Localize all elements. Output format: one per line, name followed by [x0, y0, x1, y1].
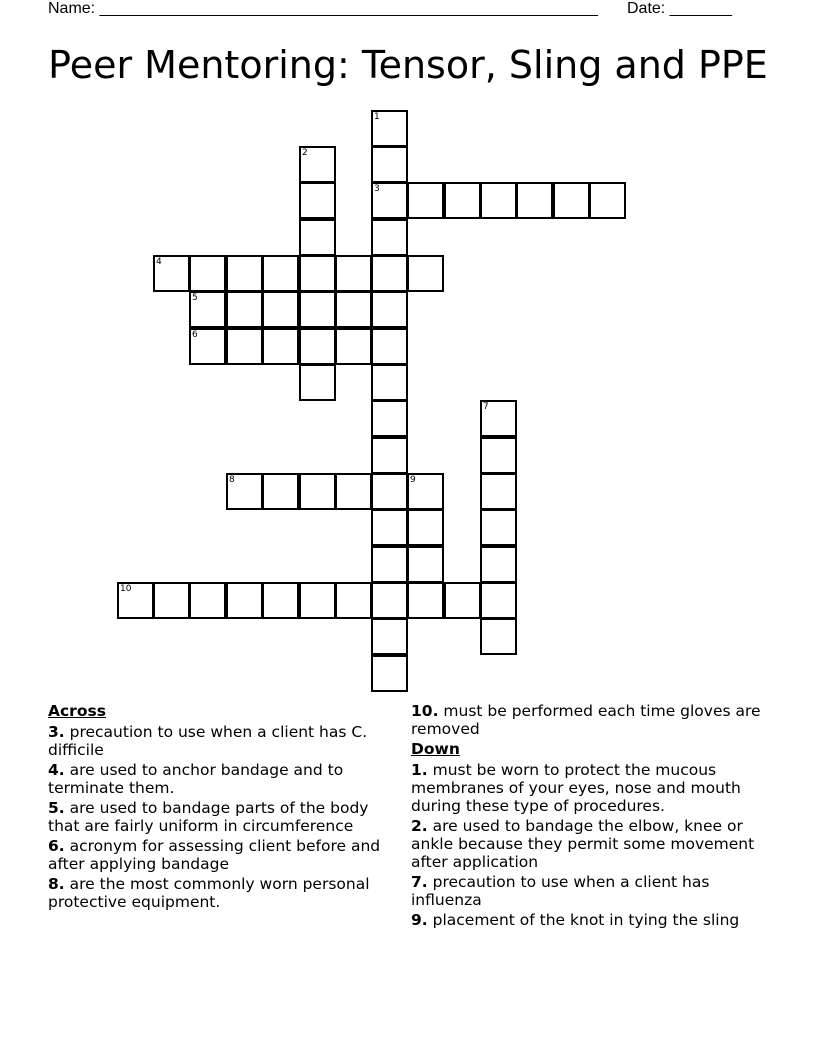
- clue-number: 4: [156, 257, 162, 267]
- crossword-cell[interactable]: [371, 546, 408, 583]
- date-field[interactable]: Date: _______: [627, 0, 732, 17]
- clue-text: must be performed each time gloves are removed: [411, 702, 761, 738]
- crossword-cell[interactable]: [480, 400, 517, 437]
- crossword-cell[interactable]: [371, 364, 408, 401]
- crossword-cell[interactable]: [371, 255, 408, 292]
- down-clue: [411, 817, 771, 871]
- crossword-cell[interactable]: [335, 328, 372, 365]
- crossword-cell[interactable]: [299, 473, 336, 510]
- crossword-cell[interactable]: [371, 328, 408, 365]
- crossword-cell[interactable]: [153, 255, 190, 292]
- across-heading: Across: [48, 702, 106, 720]
- clue-number: 3.: [48, 723, 65, 741]
- crossword-cell[interactable]: [335, 291, 372, 328]
- crossword-cell[interactable]: [371, 110, 408, 147]
- clue-text: acronym for assessing client before and after applying bandage: [48, 837, 381, 873]
- crossword-cell[interactable]: [407, 582, 444, 619]
- crossword-cell[interactable]: [299, 364, 336, 401]
- clue-text: precaution to use when a client has influenza: [411, 873, 710, 909]
- puzzle-title: Peer Mentoring: Tensor, Sling and PPE: [48, 43, 768, 87]
- clue-text: are used to bandage parts of the body that are fairly uniform in circumference: [48, 799, 369, 835]
- crossword-cell[interactable]: [371, 400, 408, 437]
- crossword-cell[interactable]: [189, 255, 226, 292]
- clue-number: 10: [120, 584, 132, 594]
- crossword-cell[interactable]: [407, 546, 444, 583]
- crossword-cell[interactable]: [226, 291, 263, 328]
- crossword-cell[interactable]: [262, 255, 299, 292]
- clue-number: 1: [374, 112, 380, 122]
- crossword-cell[interactable]: [444, 182, 481, 219]
- crossword-cell[interactable]: [189, 291, 226, 328]
- crossword-cell[interactable]: [335, 255, 372, 292]
- clue-number: 9: [410, 475, 416, 485]
- clue-number: 6: [192, 330, 198, 340]
- clue-number: 6.: [48, 837, 65, 855]
- crossword-cell[interactable]: [262, 328, 299, 365]
- crossword-cell[interactable]: [189, 582, 226, 619]
- clue-number: 3: [374, 184, 380, 194]
- crossword-cell[interactable]: [371, 219, 408, 256]
- clue-number: 2.: [411, 817, 428, 835]
- crossword-cell[interactable]: [299, 182, 336, 219]
- clue-number: 9.: [411, 911, 428, 929]
- clue-number: 10.: [411, 702, 439, 720]
- across-clue: [48, 723, 398, 759]
- clue-text: are used to bandage the elbow, knee or ankle because they permit some movement after application: [411, 817, 755, 871]
- across-clue: [48, 799, 398, 835]
- down-heading: Down: [411, 740, 460, 758]
- clue-number: 5: [192, 293, 198, 303]
- across-clue: [48, 875, 398, 911]
- crossword-cell[interactable]: [407, 473, 444, 510]
- crossword-cell[interactable]: [226, 473, 263, 510]
- clue-text: are used to anchor bandage and to terminate them.: [48, 761, 344, 797]
- down-clue: [411, 873, 771, 909]
- clue-number: 8: [229, 475, 235, 485]
- name-field[interactable]: Name: ________________________________________________________: [48, 0, 598, 17]
- across-clue: [411, 702, 771, 738]
- crossword-cell[interactable]: [480, 473, 517, 510]
- crossword-cell[interactable]: [480, 546, 517, 583]
- clue-text: must be worn to protect the mucous membranes of your eyes, nose and mouth during these type of procedures.: [411, 761, 741, 815]
- crossword-cell[interactable]: [371, 509, 408, 546]
- crossword-cell[interactable]: [262, 582, 299, 619]
- crossword-cell[interactable]: [371, 473, 408, 510]
- clue-text: are the most commonly worn personal protective equipment.: [48, 875, 370, 911]
- crossword-cell[interactable]: [371, 146, 408, 183]
- crossword-cell[interactable]: [371, 618, 408, 655]
- clue-number: 1.: [411, 761, 428, 779]
- crossword-cell[interactable]: [407, 509, 444, 546]
- crossword-cell[interactable]: [371, 582, 408, 619]
- crossword-cell[interactable]: [480, 618, 517, 655]
- crossword-cell[interactable]: [371, 655, 408, 692]
- clues-right-column: [411, 702, 771, 931]
- clues-left-column: [48, 702, 398, 913]
- down-clue: [411, 911, 771, 929]
- crossword-cell[interactable]: [153, 582, 190, 619]
- crossword-cell[interactable]: [299, 255, 336, 292]
- crossword-cell[interactable]: [371, 437, 408, 474]
- crossword-cell[interactable]: [480, 582, 517, 619]
- crossword-cell[interactable]: [553, 182, 590, 219]
- clue-number: 7: [483, 402, 489, 412]
- clue-number: 4.: [48, 761, 65, 779]
- crossword-cell[interactable]: [480, 509, 517, 546]
- clue-number: 8.: [48, 875, 65, 893]
- crossword-cell[interactable]: [480, 437, 517, 474]
- crossword-cell[interactable]: [262, 291, 299, 328]
- crossword-cell[interactable]: [299, 291, 336, 328]
- crossword-cell[interactable]: [226, 328, 263, 365]
- crossword-cell[interactable]: [371, 291, 408, 328]
- crossword-cell[interactable]: [407, 255, 444, 292]
- crossword-cell[interactable]: [407, 182, 444, 219]
- crossword-cell[interactable]: [444, 582, 481, 619]
- down-clue: [411, 761, 771, 815]
- clue-number: 2: [302, 148, 308, 158]
- crossword-cell[interactable]: [226, 582, 263, 619]
- crossword-cell[interactable]: [335, 582, 372, 619]
- clue-number: 7.: [411, 873, 428, 891]
- clue-text: placement of the knot in tying the sling: [432, 911, 740, 929]
- crossword-cell[interactable]: [589, 182, 626, 219]
- crossword-cell[interactable]: [299, 219, 336, 256]
- crossword-cell[interactable]: [299, 582, 336, 619]
- crossword-cell[interactable]: [262, 473, 299, 510]
- crossword-cell[interactable]: [335, 473, 372, 510]
- clue-number: 5.: [48, 799, 65, 817]
- crossword-cell[interactable]: [516, 182, 553, 219]
- across-clue: [48, 837, 398, 873]
- crossword-cell[interactable]: [371, 182, 408, 219]
- clue-text: precaution to use when a client has C. difficile: [48, 723, 368, 759]
- crossword-cell[interactable]: [299, 146, 336, 183]
- across-clue: [48, 761, 398, 797]
- crossword-cell[interactable]: [189, 328, 226, 365]
- crossword-cell[interactable]: [480, 182, 517, 219]
- crossword-cell[interactable]: [226, 255, 263, 292]
- crossword-cell[interactable]: [299, 328, 336, 365]
- crossword-cell[interactable]: [117, 582, 154, 619]
